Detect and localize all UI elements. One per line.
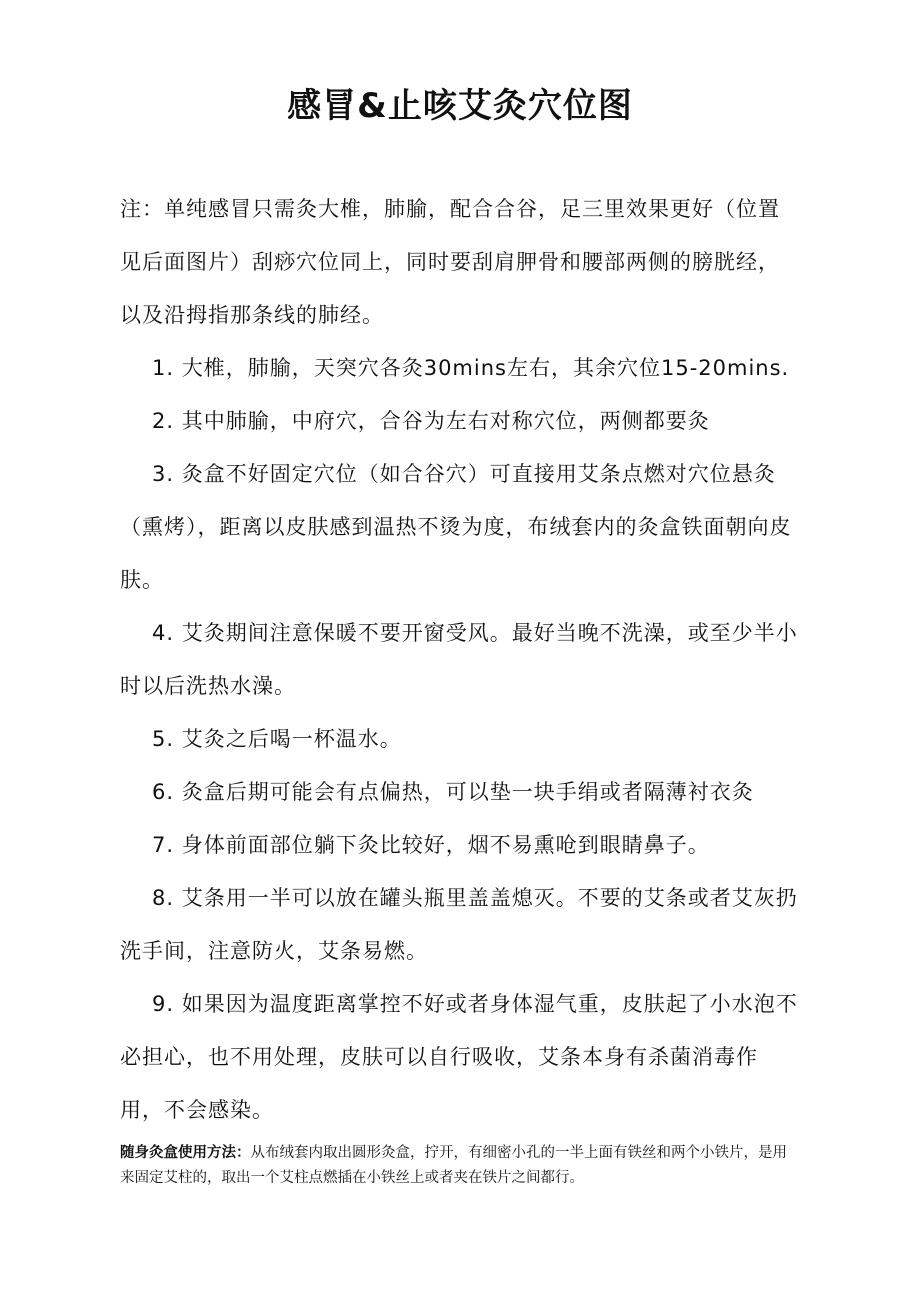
list-item: 8. 艾条用一半可以放在罐头瓶里盖盖熄灭。不要的艾条或者艾灰扔洗手间，注意防火，艾条易燃。 bbox=[120, 886, 798, 963]
document-title: 感冒&止咳艾灸穴位图 bbox=[287, 86, 633, 126]
list-item: 9. 如果因为温度距离掌控不好或者身体湿气重，皮肤起了小水泡不必担心，也不用处理，皮肤可以自行吸收，艾条本身有杀菌消毒作用，不会感染。 bbox=[120, 992, 798, 1122]
list-item: 2. 其中肺腧，中府穴，合谷为左右对称穴位，两侧都要灸 bbox=[152, 409, 710, 433]
list-item: 4. 艾灸期间注意保暖不要开窗受风。最好当晚不洗澡，或至少半小时以后洗热水澡。 bbox=[120, 621, 798, 698]
list-item: 3. 灸盒不好固定穴位（如合谷穴）可直接用艾条点燃对穴位悬灸（熏烤），距离以皮肤感到温热不烫为度，布绒套内的灸盒铁面朝向皮肤。 bbox=[120, 462, 792, 592]
list-item: 5. 艾灸之后喝一杯温水。 bbox=[152, 727, 402, 751]
usage-text: 从布绒套内取出圆形灸盒，拧开，有细密小孔的一半上面有铁丝和两个小铁片，是用来固定艾柱的，取出一个艾柱点燃插在小铁丝上或者夹在铁片之间都行。 bbox=[120, 1145, 787, 1186]
usage-label: 随身灸盒使用方法： bbox=[120, 1144, 251, 1161]
intro-note: 注：单纯感冒只需灸大椎，肺腧，配合合谷，足三里效果更好（位置见后面图片）刮痧穴位同上，同时要刮肩胛骨和腰部两侧的膀胱经，以及沿拇指那条线的肺经。 bbox=[120, 197, 780, 327]
list-item: 7. 身体前面部位躺下灸比较好，烟不易熏呛到眼睛鼻子。 bbox=[152, 833, 710, 857]
instruction-list bbox=[120, 342, 800, 1137]
list-item: 1. 大椎，肺腧，天突穴各灸30mins左右，其余穴位15-20mins. bbox=[152, 356, 790, 380]
usage-instructions bbox=[120, 1140, 800, 1191]
list-item: 6. 灸盒后期可能会有点偏热，可以垫一块手绢或者隔薄衬衣灸 bbox=[152, 780, 754, 804]
